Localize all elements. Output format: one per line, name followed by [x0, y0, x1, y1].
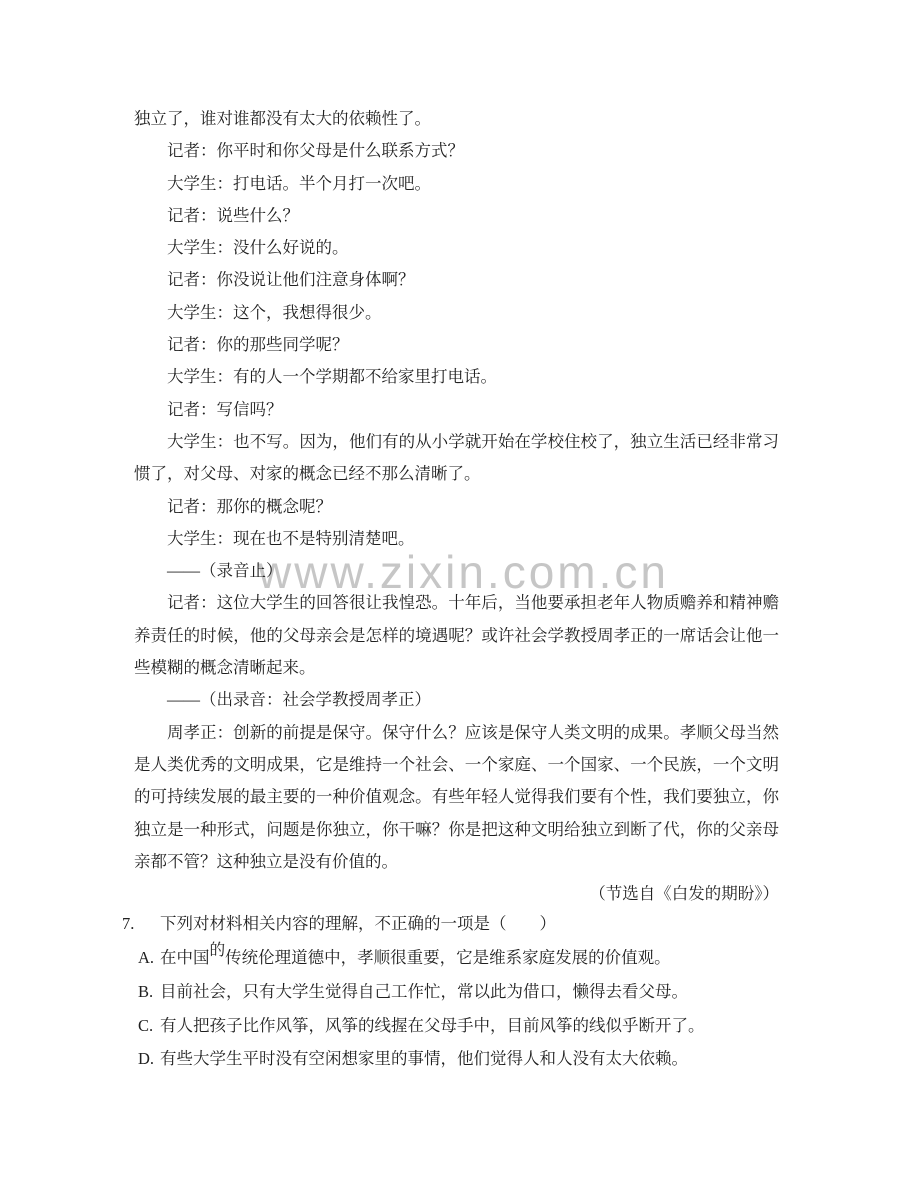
option-a-label: A. — [138, 947, 155, 967]
option-c — [122, 1009, 812, 1043]
question-stem — [122, 907, 812, 941]
dialog-line-reporter: 记者：你平时和你父母是什么联系方式？ — [167, 141, 464, 161]
option-c-text: 有人把孩子比作风筝，风筝的线握在父母手中，目前风筝的线似乎断开了。 — [160, 1015, 705, 1035]
option-b-label: B. — [138, 982, 154, 1001]
question-block — [122, 907, 812, 1076]
dialog-line-student: 大学生：也不写。因为，他们有的从小学就开始在学校住校了，独立生活已经非常习惯了，对父母、对家的概念已经不那么清晰了。 — [134, 431, 779, 484]
option-a-text-after: 传统伦理道德中，孝顺很重要，它是维系家庭发展的价值观。 — [225, 947, 671, 967]
dialog-line-reporter: 记者：你没说让他们注意身体啊？ — [167, 270, 415, 290]
passage — [134, 103, 779, 910]
dialog-line-reporter: 记者：你的那些同学呢？ — [167, 335, 349, 355]
option-b-text: 目前社会，只有大学生觉得自己工作忙，常以此为借口，懒得去看父母。 — [160, 982, 688, 1001]
dialog-line-reporter: 记者：写信吗？ — [167, 399, 283, 419]
option-a — [122, 941, 812, 976]
option-d — [122, 1042, 812, 1076]
option-a-text-before: 在中国 — [160, 947, 210, 967]
question-number: 7. — [122, 914, 135, 933]
option-d-text: 有些大学生平时没有空闲想家里的事情，他们觉得人和人没有太大依赖。 — [160, 1049, 688, 1068]
option-d-label: D. — [138, 1049, 155, 1068]
stage-direction: ——（录音止） — [167, 561, 283, 581]
passage-source-attribution: （节选自《白发的期盼》） — [589, 884, 779, 904]
option-a-text — [160, 941, 671, 967]
dialog-line-student: 大学生：打电话。半个月打一次吧。 — [167, 173, 431, 193]
dialog-line-reporter: 记者：说些什么？ — [167, 205, 299, 225]
option-b — [122, 975, 812, 1009]
question-text: 下列对材料相关内容的理解，不正确的一项是（ ） — [160, 914, 556, 933]
dialog-line-reporter: 记者：这位大学生的回答很让我惶恐。十年后，当他要承担老年人物质赡养和精神赡养责任的时候，他的父母亲会是怎样的境遇呢？或许社会学教授周孝正的一席话会让他一些模糊的概念清晰起来。 — [134, 593, 779, 678]
option-a-raised-char: 的 — [209, 941, 226, 959]
dialog-line-student: 大学生：没什么好说的。 — [167, 238, 349, 258]
dialog-line-student: 大学生：有的人一个学期都不给家里打电话。 — [167, 367, 497, 387]
dialog-line-reporter: 记者：那你的概念呢？ — [167, 496, 332, 516]
passage-paragraph: 独立了，谁对谁都没有太大的依赖性了。 — [134, 109, 431, 128]
dialog-line-professor: 周孝正：创新的前提是保守。保守什么？应该是保守人类文明的成果。孝顺父母当然是人类优秀的文明成果，它是维持一个社会、一个家庭、一个国家、一个民族，一个文明的可持续发展的最主要的一种价值观念。有些年轻人觉得我们要有个性，我们要独立，你独立是一种形式，问题是你独立，你干嘛？你是把这种文明给独立到断了代，你的父亲母亲都不管？这种独立是没有价值的。 — [134, 722, 779, 871]
dialog-line-student: 大学生：现在也不是特别清楚吧。 — [167, 528, 415, 548]
stage-direction: ——（出录音：社会学教授周孝正） — [167, 690, 431, 710]
dialog-line-student: 大学生：这个，我想得很少。 — [167, 302, 382, 322]
watermark-text: www.zixin.com.cn — [258, 546, 669, 598]
option-c-label: C. — [138, 1015, 154, 1035]
